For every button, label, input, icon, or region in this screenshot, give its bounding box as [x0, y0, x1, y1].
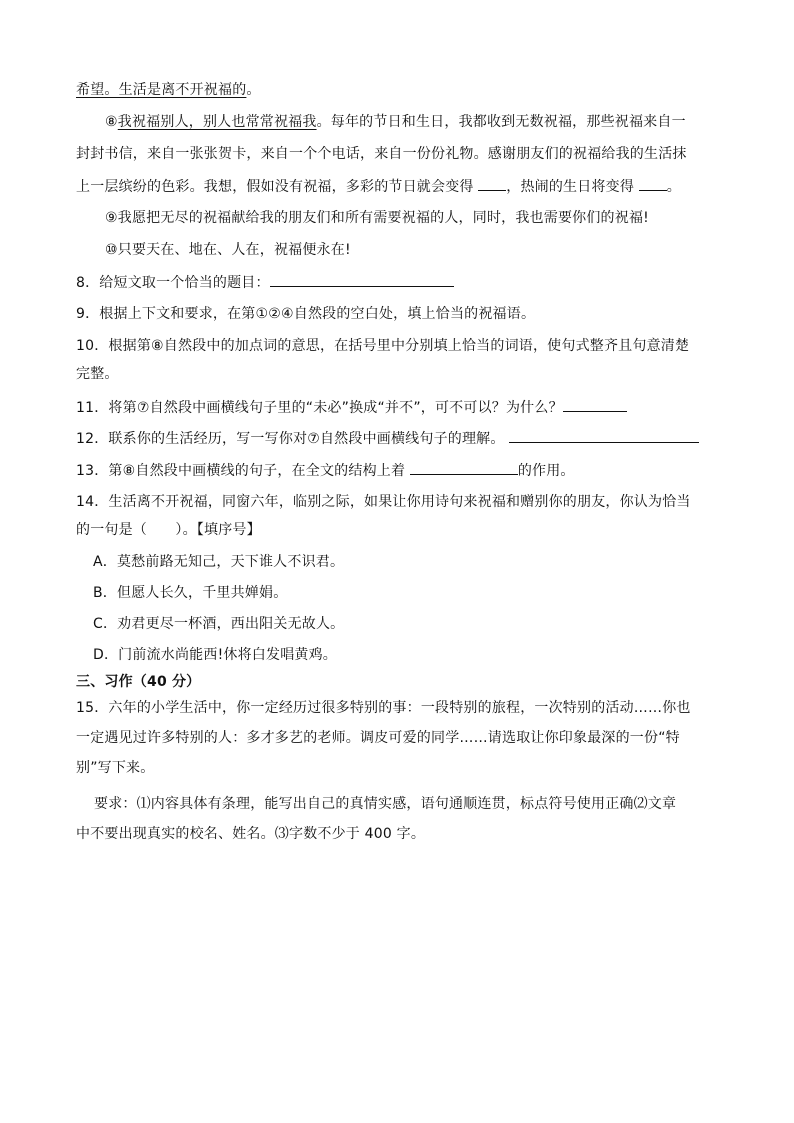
- title-answer-blank[interactable]: [270, 272, 454, 287]
- question-14-line-2: 的一句是（ ）。【填序号】: [76, 522, 261, 538]
- underlined-sentence: 我祝福别人，别人也常常祝福我: [117, 114, 317, 130]
- paragraph-8-line-2: 封封书信，来自一张张贺卡，来自一个个电话，来自一份份礼物。感谢朋友们的祝福给我的生活抹: [76, 146, 687, 162]
- question-8: 8．给短文取一个恰当的题目：: [76, 272, 726, 293]
- option-b[interactable]: B．但愿人长久，千里共婵娟。: [93, 585, 288, 601]
- requirements-line-1: 要求：⑴内容具体有条理，能写出自己的真情实感，语句通顺连贯，标点符号使用正确⑵文章: [94, 796, 677, 812]
- answer-blank[interactable]: [509, 428, 699, 443]
- question-9: 9．根据上下文和要求，在第①②④自然段的空白处，填上恰当的祝福语。: [76, 306, 536, 322]
- question-10-line-2: 完整。: [76, 366, 119, 382]
- paragraph-9: ⑨我愿把无尽的祝福献给我的朋友们和所有需要祝福的人，同时，我也需要你们的祝福!: [105, 210, 649, 226]
- paragraph-10: ⑩只要天在、地在、人在，祝福便永在!: [105, 242, 351, 258]
- question-10-line-1: 10．根据第⑧自然段中的加点词的意思，在括号里中分别填上恰当的词语，使句式整齐且句意清楚: [76, 338, 690, 354]
- answer-blank[interactable]: [478, 176, 506, 191]
- option-d[interactable]: D．门前流水尚能西!休将白发唱黄鸡。: [93, 647, 337, 663]
- paragraph-8-line-1: ⑧我祝福别人，别人也常常祝福我。每年的节日和生日，我都收到无数祝福，那些祝福来自一: [105, 114, 686, 130]
- question-12: 12．联系你的生活经历，写一写你对⑦自然段中画横线句子的理解。: [76, 428, 726, 449]
- question-15-line-3: 别”写下来。: [76, 760, 155, 776]
- question-13: 13．第⑧自然段中画横线的句子，在全文的结构上着 的作用。: [76, 460, 726, 481]
- answer-blank[interactable]: [410, 460, 518, 475]
- answer-blank[interactable]: [639, 176, 667, 191]
- option-a[interactable]: A．莫愁前路无知己，天下谁人不识君。: [93, 554, 345, 570]
- paragraph-7-tail: 希望。生活是离不开祝福的。: [76, 82, 261, 98]
- section-3-heading: 三、习作（40 分）: [76, 674, 201, 690]
- requirements-line-2: 中不要出现真实的校名、姓名。⑶字数不少于 400 字。: [76, 826, 426, 842]
- answer-blank[interactable]: [563, 397, 627, 412]
- question-11: 11．将第⑦自然段中画横线句子里的“未必”换成“并不”，可不可以？为什么？: [76, 397, 726, 418]
- paragraph-8-line-3: 上一层缤纷的色彩。我想，假如没有祝福，多彩的节日就会变得 ，热闹的生日将变得 。: [76, 176, 726, 197]
- underlined-sentence: 希望。生活是离不开祝福的: [76, 82, 247, 98]
- question-14-line-1: 14．生活离不开祝福，同窗六年，临别之际，如果让你用诗句来祝福和赠别你的朋友，你认为恰当: [76, 494, 691, 510]
- question-15-line-1: 15．六年的小学生活中，你一定经历过很多特别的事：一段特别的旅程，一次特别的活动……你也: [76, 700, 691, 716]
- option-c[interactable]: C．劝君更尽一杯酒，西出阳关无故人。: [93, 616, 345, 632]
- question-15-line-2: 一定遇见过许多特别的人：多才多艺的老师。调皮可爱的同学……请选取让你印象最深的一份“特: [76, 730, 680, 746]
